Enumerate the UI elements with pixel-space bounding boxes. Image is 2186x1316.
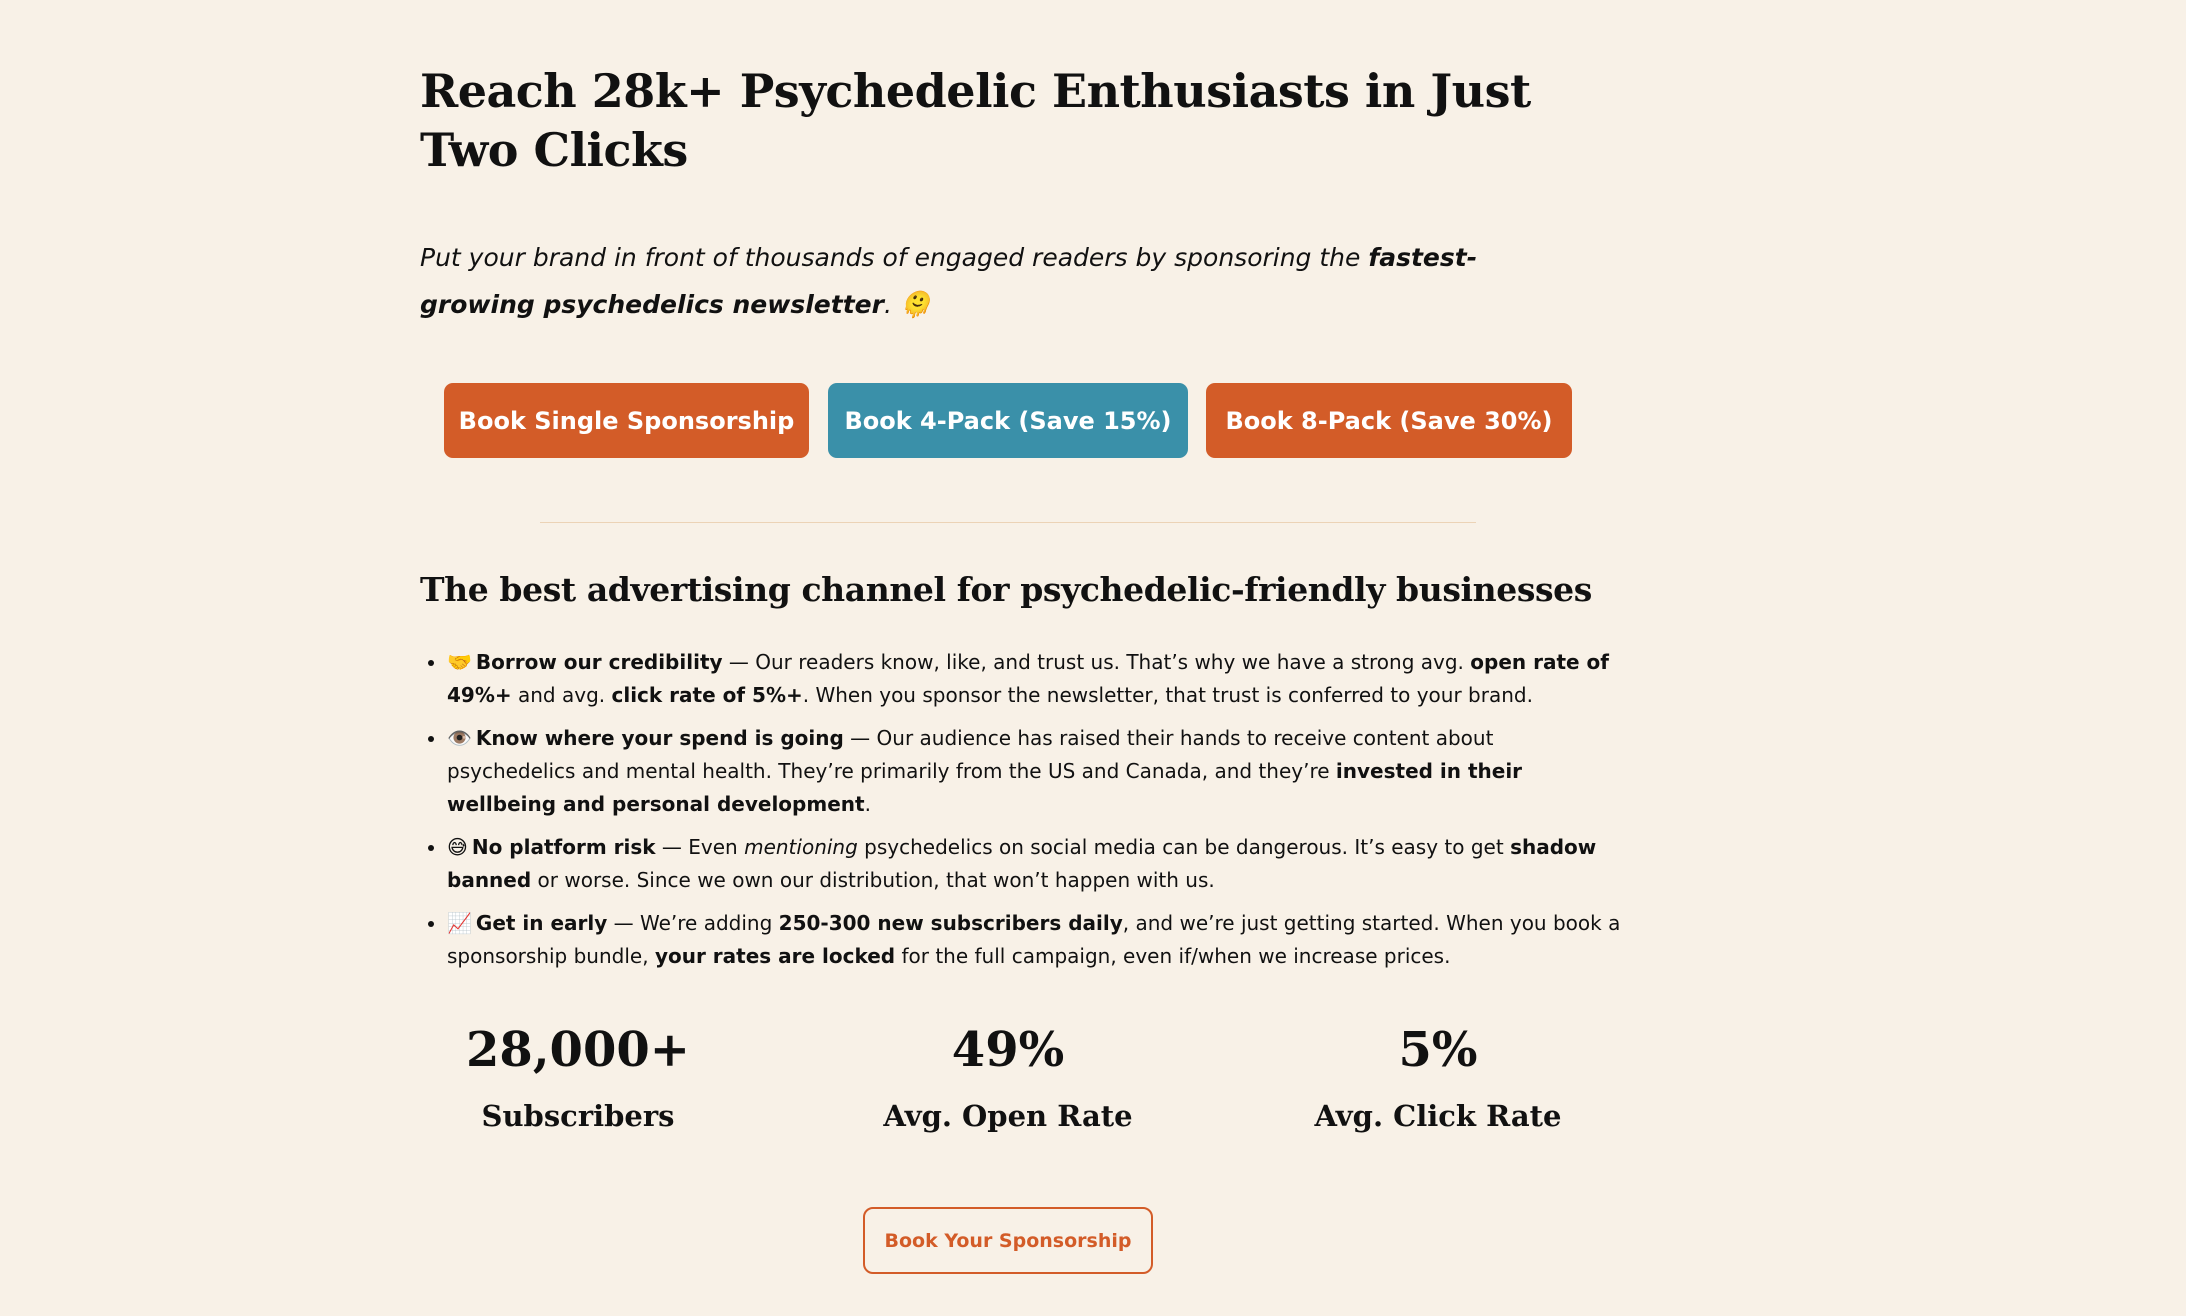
stat-subscribers: [378, 1018, 778, 1136]
stat-label: Avg. Click Rate: [1314, 1099, 1562, 1133]
book-your-sponsorship-button[interactable]: Book Your Sponsorship: [863, 1207, 1153, 1274]
stat-click-rate: [1238, 1018, 1638, 1136]
book-single-sponsorship-button[interactable]: Book Single Sponsorship: [444, 383, 809, 458]
benefit-text: and avg.: [511, 683, 612, 707]
sweat-smile-icon: 😅: [447, 835, 468, 859]
benefit-text: for the full campaign, even if/when we increase prices.: [895, 944, 1451, 968]
benefit-emphasis: mentioning: [744, 835, 858, 859]
benefit-text: .: [864, 792, 871, 816]
benefit-text: — Even: [655, 835, 745, 859]
benefit-text: , and we’re just getting started. When you book a sponsorship bundle,: [447, 911, 1621, 968]
melting-face-emoji-icon: 🫠: [899, 290, 931, 319]
benefit-text: — We’re adding: [607, 911, 779, 935]
stat-label: Subscribers: [481, 1099, 675, 1133]
lede-bold-text: fastest-growing psychedelics newsletter: [420, 243, 1478, 319]
stat-open-rate: [808, 1018, 1208, 1136]
eye-icon: 👁️: [447, 726, 472, 750]
stat-value: 28,000+: [466, 1022, 690, 1078]
benefit-text: or worse. Since we own our distribution, that won’t happen with us.: [531, 868, 1215, 892]
handshake-icon: 🤝: [447, 650, 472, 674]
stat-value: 5%: [1398, 1022, 1478, 1078]
benefit-title: Borrow our credibility: [475, 650, 723, 674]
book-8-pack-button[interactable]: Book 8-Pack (Save 30%): [1206, 383, 1572, 458]
benefit-highlight: invested in their wellbeing and personal development: [447, 759, 1523, 816]
section-divider: [540, 522, 1476, 523]
lede-text: Put your brand in front of thousands of engaged readers by sponsoring the: [420, 243, 1369, 272]
benefit-text: psychedelics on social media can be dangerous. It’s easy to get: [857, 835, 1511, 859]
benefit-text: — Our readers know, like, and trust us. That’s why we have a strong avg.: [722, 650, 1471, 674]
benefit-text: . When you sponsor the newsletter, that trust is conferred to your brand.: [802, 683, 1533, 707]
benefit-title: No platform risk: [471, 835, 656, 859]
list-item: [447, 907, 1627, 973]
benefits-list: [420, 646, 1627, 983]
list-item: [447, 831, 1627, 897]
benefit-highlight: your rates are locked: [654, 944, 896, 968]
lede-end: .: [883, 290, 892, 319]
benefit-text: — Our audience has raised their hands to receive content about psychedelics and mental health. They’re primarily from the US and Canada, and they’re: [447, 726, 1494, 783]
booking-buttons: [444, 383, 1572, 458]
list-item: [447, 722, 1627, 821]
benefit-highlight: open rate of 49%+: [447, 650, 1609, 707]
section-title: The best advertising channel for psychedelic-friendly businesses: [420, 570, 1592, 609]
benefit-title: Get in early: [475, 911, 608, 935]
benefit-highlight: shadow banned: [447, 835, 1597, 892]
benefit-title: Know where your spend is going: [475, 726, 844, 750]
page-title: Reach 28k+ Psychedelic Enthusiasts in Just Two Clicks: [420, 64, 1531, 177]
book-4-pack-button[interactable]: Book 4-Pack (Save 15%): [828, 383, 1188, 458]
chart-increasing-icon: 📈: [447, 911, 472, 935]
benefit-highlight: click rate of 5%+: [611, 683, 803, 707]
stats-row: [420, 1018, 1600, 1158]
benefit-highlight: 250-300 new subscribers daily: [778, 911, 1123, 935]
list-item: [447, 646, 1627, 712]
stat-label: Avg. Open Rate: [883, 1099, 1133, 1133]
hero-lede: [420, 234, 1560, 328]
stat-value: 49%: [951, 1022, 1065, 1078]
